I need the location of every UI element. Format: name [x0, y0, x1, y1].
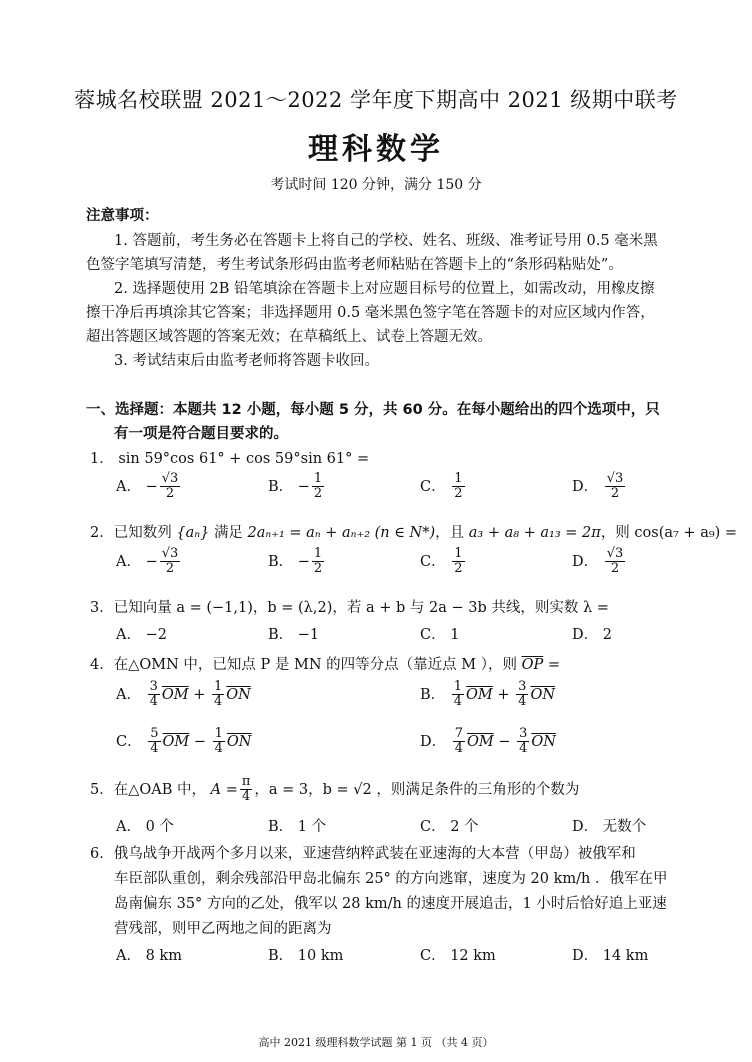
q1-option-d-fraction	[605, 472, 626, 502]
q2-option-d	[572, 547, 627, 577]
question-6-line-1: 6．俄乌战争开战两个多月以来，亚速营纳粹武装在亚速海的大本营（甲岛）被俄军和	[90, 846, 636, 862]
exam-title: 蓉城名校联盟 2021～2022 学年度下期高中 2021 级期中联考	[74, 88, 678, 112]
q1-option-c-label: C．	[420, 478, 446, 495]
q5-option-c: C． 2 个	[420, 819, 479, 835]
q2-option-d-fraction	[605, 547, 626, 577]
section-heading-line-2: 有一项是符合题目要求的。	[114, 426, 288, 442]
q4-c-den-2: 4	[214, 741, 223, 757]
q2-condition: a₃ + a₈ + a₁₃ = 2π	[468, 525, 601, 541]
subject-title: 理科数学	[308, 132, 444, 167]
q5-four: 4	[241, 789, 251, 805]
q1-option-a-label: A．	[116, 478, 141, 495]
q2-text-c: ，且	[435, 525, 465, 541]
q2-option-a-sign: −	[145, 553, 158, 570]
q6-option-d: D． 14 km	[572, 948, 649, 964]
q2-d-num: √3	[606, 546, 624, 561]
q4-c-frac-1	[148, 727, 160, 757]
q1-option-d-label: D．	[572, 478, 599, 495]
note-3: 3. 考试结束后由监考老师将答题卡收回。	[114, 353, 379, 369]
q2-option-b-fraction	[312, 547, 324, 577]
q5-angle-fraction	[240, 775, 253, 805]
q4-b-op: +	[497, 686, 510, 703]
q1-d-num: √3	[606, 471, 624, 486]
notes-heading: 注意事项：	[86, 208, 159, 224]
question-6-line-2: 车臣部队重创，剩余残部沿甲岛北偏东 25° 的方向逃窜，速度为 20 km/h ．俄军在甲	[114, 871, 668, 887]
q2-option-a	[116, 547, 182, 577]
q4-c-vector-on: $\overline{ON}$	[226, 733, 252, 750]
question-5-stem	[90, 775, 579, 805]
q2-text-b: 满足	[213, 525, 243, 541]
q1-a-num: √3	[161, 471, 179, 486]
q2-b-den: 2	[313, 561, 323, 577]
q4-d-num-2: 3	[519, 726, 528, 741]
q4-c-num-2: 1	[214, 726, 223, 741]
q4-c-den-1: 4	[150, 741, 159, 757]
q1-b-den: 2	[313, 486, 323, 502]
q4-d-den-2: 4	[519, 741, 528, 757]
q1-option-b-fraction	[312, 472, 324, 502]
q1-option-b-label: B．	[268, 478, 294, 495]
q4-b-frac-2	[516, 680, 528, 710]
q1-option-c	[420, 472, 467, 502]
q3-option-b: B． −1	[268, 627, 320, 643]
note-2-line-2: 擦干净后再填涂其它答案；非选择题用 0.5 毫米黑色签字笔在答题卡的对应区域内作答，	[86, 305, 655, 321]
q4-b-num-1: 1	[453, 679, 463, 694]
q1-b-num: 1	[313, 471, 323, 486]
q4-c-op: −	[193, 733, 206, 750]
q1-option-a-sign: −	[145, 478, 158, 495]
q2-recurrence: 2aₙ₊₁ = aₙ + aₙ₊₂ (n ∈ N*)	[247, 525, 436, 541]
q1-option-c-fraction	[452, 472, 464, 502]
q3-option-a: A． −2	[116, 627, 167, 643]
q5-pi: π	[241, 774, 251, 789]
q4-option-a	[116, 680, 251, 710]
q4-c-num-1: 5	[150, 726, 159, 741]
q4-option-b-label: B．	[420, 686, 446, 703]
q6-option-c: C． 12 km	[420, 948, 496, 964]
q4-a-frac-2	[212, 680, 224, 710]
q2-option-a-fraction	[160, 547, 181, 577]
q4-b-vector-on: $\overline{ON}$	[530, 686, 556, 703]
q4-option-d	[420, 727, 556, 757]
q4-a-den-1: 4	[149, 694, 158, 710]
question-1-stem: 1． sin 59°cos 61° + cos 59°sin 61° =	[90, 451, 370, 467]
q1-a-den: 2	[165, 486, 175, 502]
q3-option-c: C． 1	[420, 627, 460, 643]
q6-option-a: A． 8 km	[116, 948, 182, 964]
q4-a-frac-1	[148, 680, 160, 710]
q2-d-den: 2	[610, 561, 620, 577]
q2-b-num: 1	[313, 546, 323, 561]
q4-a-vector-om: $\overline{OM}$	[161, 686, 189, 703]
q4-a-num-1: 3	[149, 679, 158, 694]
q1-option-a-fraction	[160, 472, 181, 502]
q4-d-num-1: 7	[454, 726, 464, 741]
q2-option-b	[268, 547, 326, 577]
q4-stem-text: 4．在△OMN 中，已知点 P 是 MN 的四等分点（靠近点 M ），则	[90, 657, 517, 673]
q5-rest: ，a = 3，b = √2 ，则满足条件的三角形的个数为	[254, 781, 580, 798]
q4-d-den-1: 4	[454, 741, 464, 757]
q4-a-vector-on: $\overline{ON}$	[226, 686, 251, 703]
q4-b-den-2: 4	[518, 694, 527, 710]
q5-a-eq: A =	[210, 781, 238, 798]
question-2-stem	[90, 521, 737, 542]
q4-a-op: +	[193, 686, 206, 703]
q4-b-num-2: 3	[518, 679, 527, 694]
q4-equals: =	[543, 657, 560, 673]
question-6-line-3: 岛南偏东 35° 方向的乙处，俄军以 28 km/h 的速度开展追击，1 小时后恰好追上亚速	[114, 896, 667, 912]
question-4-stem	[90, 653, 560, 674]
q4-a-den-2: 4	[213, 694, 223, 710]
q1-d-den: 2	[610, 486, 620, 502]
page-footer: 高中 2021 级理科数学试题 第 1 页 （共 4 页）	[258, 1036, 494, 1049]
q1-option-d	[572, 472, 627, 502]
note-2-line-1: 2. 选择题使用 2B 铅笔填涂在答题卡上对应题目标号的位置上，如需改动，用橡皮擦	[114, 281, 655, 297]
q6-option-b: B． 10 km	[268, 948, 344, 964]
q2-option-c-fraction	[452, 547, 464, 577]
q4-d-op: −	[498, 733, 511, 750]
time-info: 考试时间 120 分钟，满分 150 分	[270, 177, 482, 193]
question-6-line-4: 营残部，则甲乙两地之间的距离为	[114, 921, 332, 937]
note-1-line-1: 1. 答题前，考生务必在答题卡上将自己的学校、姓名、班级、准考证号用 0.5 毫米黑	[114, 233, 658, 249]
q4-c-frac-2	[213, 727, 225, 757]
q4-c-vector-om: $\overline{OM}$	[162, 733, 190, 750]
q1-c-num: 1	[454, 471, 463, 486]
q2-a-den: 2	[165, 561, 175, 577]
q2-sequence: {aₙ}	[176, 525, 210, 541]
note-1-line-2: 色签字笔填写清楚，考生考试条形码由监考老师粘贴在答题卡上的“条形码粘贴处”。	[86, 257, 623, 273]
q5-option-a: A． 0 个	[116, 819, 174, 835]
q4-option-a-label: A．	[116, 686, 141, 703]
q2-option-d-label: D．	[572, 553, 599, 570]
q1-c-den: 2	[454, 486, 463, 502]
q4-option-c-label: C．	[116, 733, 142, 750]
q2-text-a: 已知数列	[113, 525, 172, 541]
q2-option-c	[420, 547, 467, 577]
q2-text-d: ，则	[600, 525, 630, 541]
q1-option-b-sign: −	[297, 478, 310, 495]
q1-option-b	[268, 472, 326, 502]
q4-b-frac-1	[452, 680, 464, 710]
q4-option-b	[420, 680, 555, 710]
q5-option-b: B． 1 个	[268, 819, 327, 835]
q2-option-a-label: A．	[116, 553, 141, 570]
q2-option-c-label: C．	[420, 553, 446, 570]
q2-target: cos(a₇ + a₉) =	[634, 525, 738, 541]
q2-option-b-sign: −	[297, 553, 310, 570]
question-3-stem: 3．已知向量 a = (−1,1)，b = (λ,2)，若 a + b 与 2a − 3b 共线，则实数 λ =	[90, 600, 609, 616]
q4-d-frac-2	[517, 727, 529, 757]
q4-b-den-1: 4	[453, 694, 463, 710]
q4-target-vector: $\overline{OP}$	[521, 657, 544, 673]
q2-number: 2．	[90, 525, 114, 541]
section-heading-line-1: 一、选择题：本题共 12 小题，每小题 5 分，共 60 分。在每小题给出的四个选项中，只	[86, 402, 660, 418]
note-2-line-3: 超出答题区域答题的答案无效；在草稿纸上、试卷上答题无效。	[86, 329, 492, 345]
q5-option-d: D． 无数个	[572, 819, 647, 835]
q4-a-num-2: 1	[213, 679, 223, 694]
q4-option-d-label: D．	[420, 733, 447, 750]
q5-pre: 5．在△OAB 中，	[90, 781, 206, 798]
q2-c-den: 2	[454, 561, 463, 577]
q4-b-vector-om: $\overline{OM}$	[466, 686, 493, 703]
q2-a-num: √3	[161, 546, 179, 561]
q1-option-a	[116, 472, 182, 502]
q4-option-c	[116, 727, 251, 757]
q2-option-b-label: B．	[268, 553, 294, 570]
q4-d-vector-on: $\overline{ON}$	[531, 733, 556, 750]
q4-d-frac-1	[453, 727, 465, 757]
q2-c-num: 1	[454, 546, 463, 561]
q4-d-vector-om: $\overline{OM}$	[467, 733, 494, 750]
q3-option-d: D． 2	[572, 627, 612, 643]
